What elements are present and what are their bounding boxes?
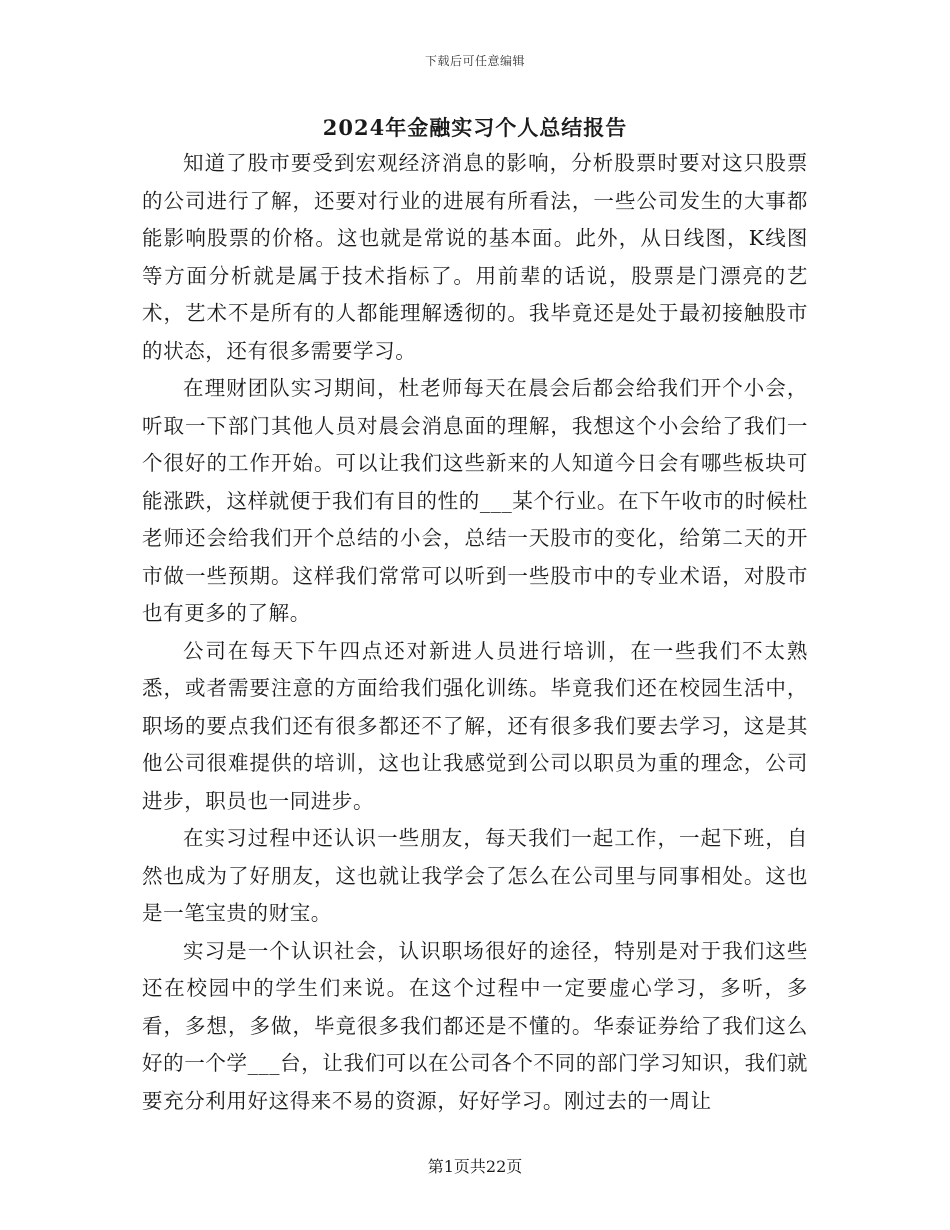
header-note: 下载后可任意编辑 bbox=[424, 54, 525, 68]
page-number-footer: 第1页共22页 bbox=[427, 1157, 523, 1176]
document-body bbox=[142, 145, 808, 1120]
paragraph-1: 知道了股市要受到宏观经济消息的影响，分析股票时要对这只股票的公司进行了解，还要对行业的进展有所看法，一些公司发生的大事都能影响股票的价格。这也就是常说的基本面。此外，从日线图，K线图等方面分析就是属于技术指标了。用前辈的话说，股票是门漂亮的艺术，艺术不是所有的人都能理解透彻的。我毕竟还是处于最初接触股市的状态，还有很多需要学习。 bbox=[142, 151, 808, 363]
paragraph-4: 在实习过程中还认识一些朋友，每天我们一起工作，一起下班，自然也成为了好朋友，这也就让我学会了怎么在公司里与同事相处。这也是一笔宝贵的财宝。 bbox=[142, 826, 808, 925]
document-title: 2024年金融实习个人总结报告 bbox=[322, 115, 628, 140]
paragraph-2: 在理财团队实习期间，杜老师每天在晨会后都会给我们开个小会，听取一下部门其他人员对晨会消息面的理解，我想这个小会给了我们一个很好的工作开始。可以让我们这些新来的人知道今日会有哪些板块可能涨跌，这样就便于我们有目的性的___某个行业。在下午收市的时候杜老师还会给我们开个总结的小会，总结一天股市的变化，给第二天的开市做一些预期。这样我们常常可以听到一些股市中的专业术语，对股市也有更多的了解。 bbox=[142, 376, 808, 625]
paragraph-3: 公司在每天下午四点还对新进人员进行培训，在一些我们不太熟悉，或者需要注意的方面给我们强化训练。毕竟我们还在校园生活中，职场的要点我们还有很多都还不了解，还有很多我们要去学习，这是其他公司很难提供的培训，这也让我感觉到公司以职员为重的理念，公司进步，职员也一同进步。 bbox=[142, 638, 808, 813]
paragraph-5: 实习是一个认识社会，认识职场很好的途径，特别是对于我们这些还在校园中的学生们来说。在这个过程中一定要虚心学习，多听，多看，多想，多做，毕竟很多我们都还是不懂的。华泰证券给了我们这么好的一个学___台，让我们可以在公司各个不同的部门学习知识，我们就要充分利用好这得来不易的资源，好好学习。刚过去的一周让 bbox=[142, 938, 808, 1113]
